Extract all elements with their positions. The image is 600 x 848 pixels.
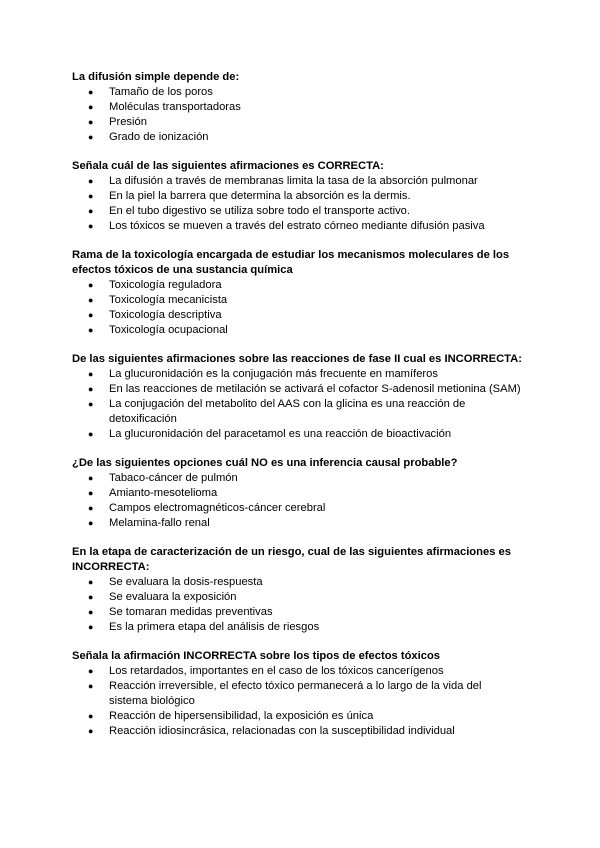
answer-option-text: Los tóxicos se mueven a través del estrato córneo mediante difusión pasiva [109, 220, 485, 232]
bullet-icon: ● [88, 488, 94, 498]
answer-option [72, 471, 522, 486]
answer-option-text: En el tubo digestivo se utiliza sobre todo el transporte activo. [109, 205, 410, 217]
bullet-icon: ● [88, 592, 94, 602]
question-block [72, 70, 522, 145]
bullet-icon: ● [88, 384, 94, 394]
bullet-icon: ● [88, 117, 94, 127]
answer-option [72, 427, 522, 442]
bullet-icon: ● [88, 711, 94, 721]
bullet-icon: ● [88, 503, 94, 513]
bullet-icon: ● [88, 399, 94, 409]
bullet-icon: ● [88, 607, 94, 617]
question-title: Señala la afirmación INCORRECTA sobre los tipos de efectos tóxicos [72, 650, 441, 662]
answer-option-text: La glucuronidación del paracetamol es una reacción de bioactivación [109, 428, 452, 440]
bullet-icon: ● [88, 429, 94, 439]
question-title: En la etapa de caracterización de un riesgo, cual de las siguientes afirmaciones es INCORRECTA: [72, 546, 511, 573]
answer-option [72, 397, 522, 427]
answer-option [72, 516, 522, 531]
answer-option-text: Reacción irreversible, el efecto tóxico permanecerá a lo largo de la vida del sistema biológico [109, 680, 482, 707]
answer-option [72, 679, 522, 709]
answer-option-text: La glucuronidación es la conjugación más frecuente en mamíferos [109, 368, 438, 380]
answer-option [72, 382, 522, 397]
answer-options-list [72, 367, 522, 442]
question-block [72, 159, 522, 234]
question-block [72, 352, 522, 442]
bullet-icon: ● [88, 295, 94, 305]
answer-option [72, 204, 522, 219]
answer-option-text: Campos electromagnéticos-cáncer cerebral [109, 502, 326, 514]
bullet-icon: ● [88, 310, 94, 320]
answer-option [72, 620, 522, 635]
answer-options-list [72, 664, 522, 739]
answer-option [72, 293, 522, 308]
bullet-icon: ● [88, 280, 94, 290]
answer-option-text: Melamina-fallo renal [109, 517, 210, 529]
answer-option-text: La difusión a través de membranas limita la tasa de la absorción pulmonar [109, 175, 478, 187]
question-title: Señala cuál de las siguientes afirmaciones es CORRECTA: [72, 160, 384, 172]
bullet-icon: ● [88, 518, 94, 528]
answer-option [72, 664, 522, 679]
bullet-icon: ● [88, 681, 94, 691]
bullet-icon: ● [88, 191, 94, 201]
answer-option [72, 501, 522, 516]
answer-option [72, 575, 522, 590]
bullet-icon: ● [88, 102, 94, 112]
question-title: Rama de la toxicología encargada de estudiar los mecanismos moleculares de los efectos tóxicos de una sustancia química [72, 249, 510, 276]
question-block [72, 456, 522, 531]
bullet-icon: ● [88, 132, 94, 142]
bullet-icon: ● [88, 325, 94, 335]
answer-options-list [72, 85, 522, 145]
bullet-icon: ● [88, 577, 94, 587]
answer-option [72, 605, 522, 620]
answer-option-text: Toxicología reguladora [109, 279, 222, 291]
answer-option [72, 219, 522, 234]
answer-option-text: Es la primera etapa del análisis de riesgos [109, 621, 320, 633]
answer-option-text: Toxicología ocupacional [109, 324, 228, 336]
answer-option-text: Amianto-mesotelioma [109, 487, 218, 499]
bullet-icon: ● [88, 666, 94, 676]
answer-option-text: Tamaño de los poros [109, 86, 213, 98]
answer-option-text: Tabaco-cáncer de pulmón [109, 472, 238, 484]
answer-option [72, 367, 522, 382]
answer-options-list [72, 471, 522, 531]
answer-options-list [72, 174, 522, 234]
bullet-icon: ● [88, 369, 94, 379]
answer-options-list [72, 575, 522, 635]
answer-option [72, 174, 522, 189]
question-title: La difusión simple depende de: [72, 71, 240, 83]
bullet-icon: ● [88, 622, 94, 632]
bullet-icon: ● [88, 206, 94, 216]
answer-option [72, 590, 522, 605]
answer-option-text: En la piel la barrera que determina la absorción es la dermis. [109, 190, 411, 202]
bullet-icon: ● [88, 726, 94, 736]
answer-option-text: Moléculas transportadoras [109, 101, 241, 113]
answer-option-text: Toxicología descriptiva [109, 309, 222, 321]
answer-option [72, 130, 522, 145]
bullet-icon: ● [88, 176, 94, 186]
answer-option [72, 85, 522, 100]
answer-option-text: Se evaluara la exposición [109, 591, 237, 603]
answer-option [72, 115, 522, 130]
answer-option-text: Se tomaran medidas preventivas [109, 606, 273, 618]
answer-option-text: Grado de ionización [109, 131, 209, 143]
question-title: De las siguientes afirmaciones sobre las reacciones de fase II cual es INCORRECTA: [72, 353, 522, 365]
answer-option-text: En las reacciones de metilación se activará el cofactor S-adenosil metionina (SAM) [109, 383, 521, 395]
answer-option-text: Presión [109, 116, 147, 128]
answer-option [72, 486, 522, 501]
bullet-icon: ● [88, 473, 94, 483]
answer-option-text: Los retardados, importantes en el caso de los tóxicos cancerígenos [109, 665, 444, 677]
answer-options-list [72, 278, 522, 338]
bullet-icon: ● [88, 87, 94, 97]
question-block [72, 545, 522, 635]
answer-option [72, 709, 522, 724]
document-page [72, 70, 522, 753]
question-block [72, 248, 522, 338]
answer-option-text: Reacción idiosincrásica, relacionadas con la susceptibilidad individual [109, 725, 455, 737]
answer-option [72, 100, 522, 115]
answer-option [72, 724, 522, 739]
answer-option-text: Toxicología mecanicista [109, 294, 228, 306]
question-block [72, 649, 522, 739]
question-title: ¿De las siguientes opciones cuál NO es una inferencia causal probable? [72, 457, 458, 469]
answer-option [72, 308, 522, 323]
answer-option [72, 323, 522, 338]
answer-option-text: La conjugación del metabolito del AAS con la glicina es una reacción de detoxificación [109, 398, 466, 425]
bullet-icon: ● [88, 221, 94, 231]
answer-option [72, 189, 522, 204]
answer-option-text: Se evaluara la dosis-respuesta [109, 576, 263, 588]
answer-option-text: Reacción de hipersensibilidad, la exposición es única [109, 710, 374, 722]
answer-option [72, 278, 522, 293]
